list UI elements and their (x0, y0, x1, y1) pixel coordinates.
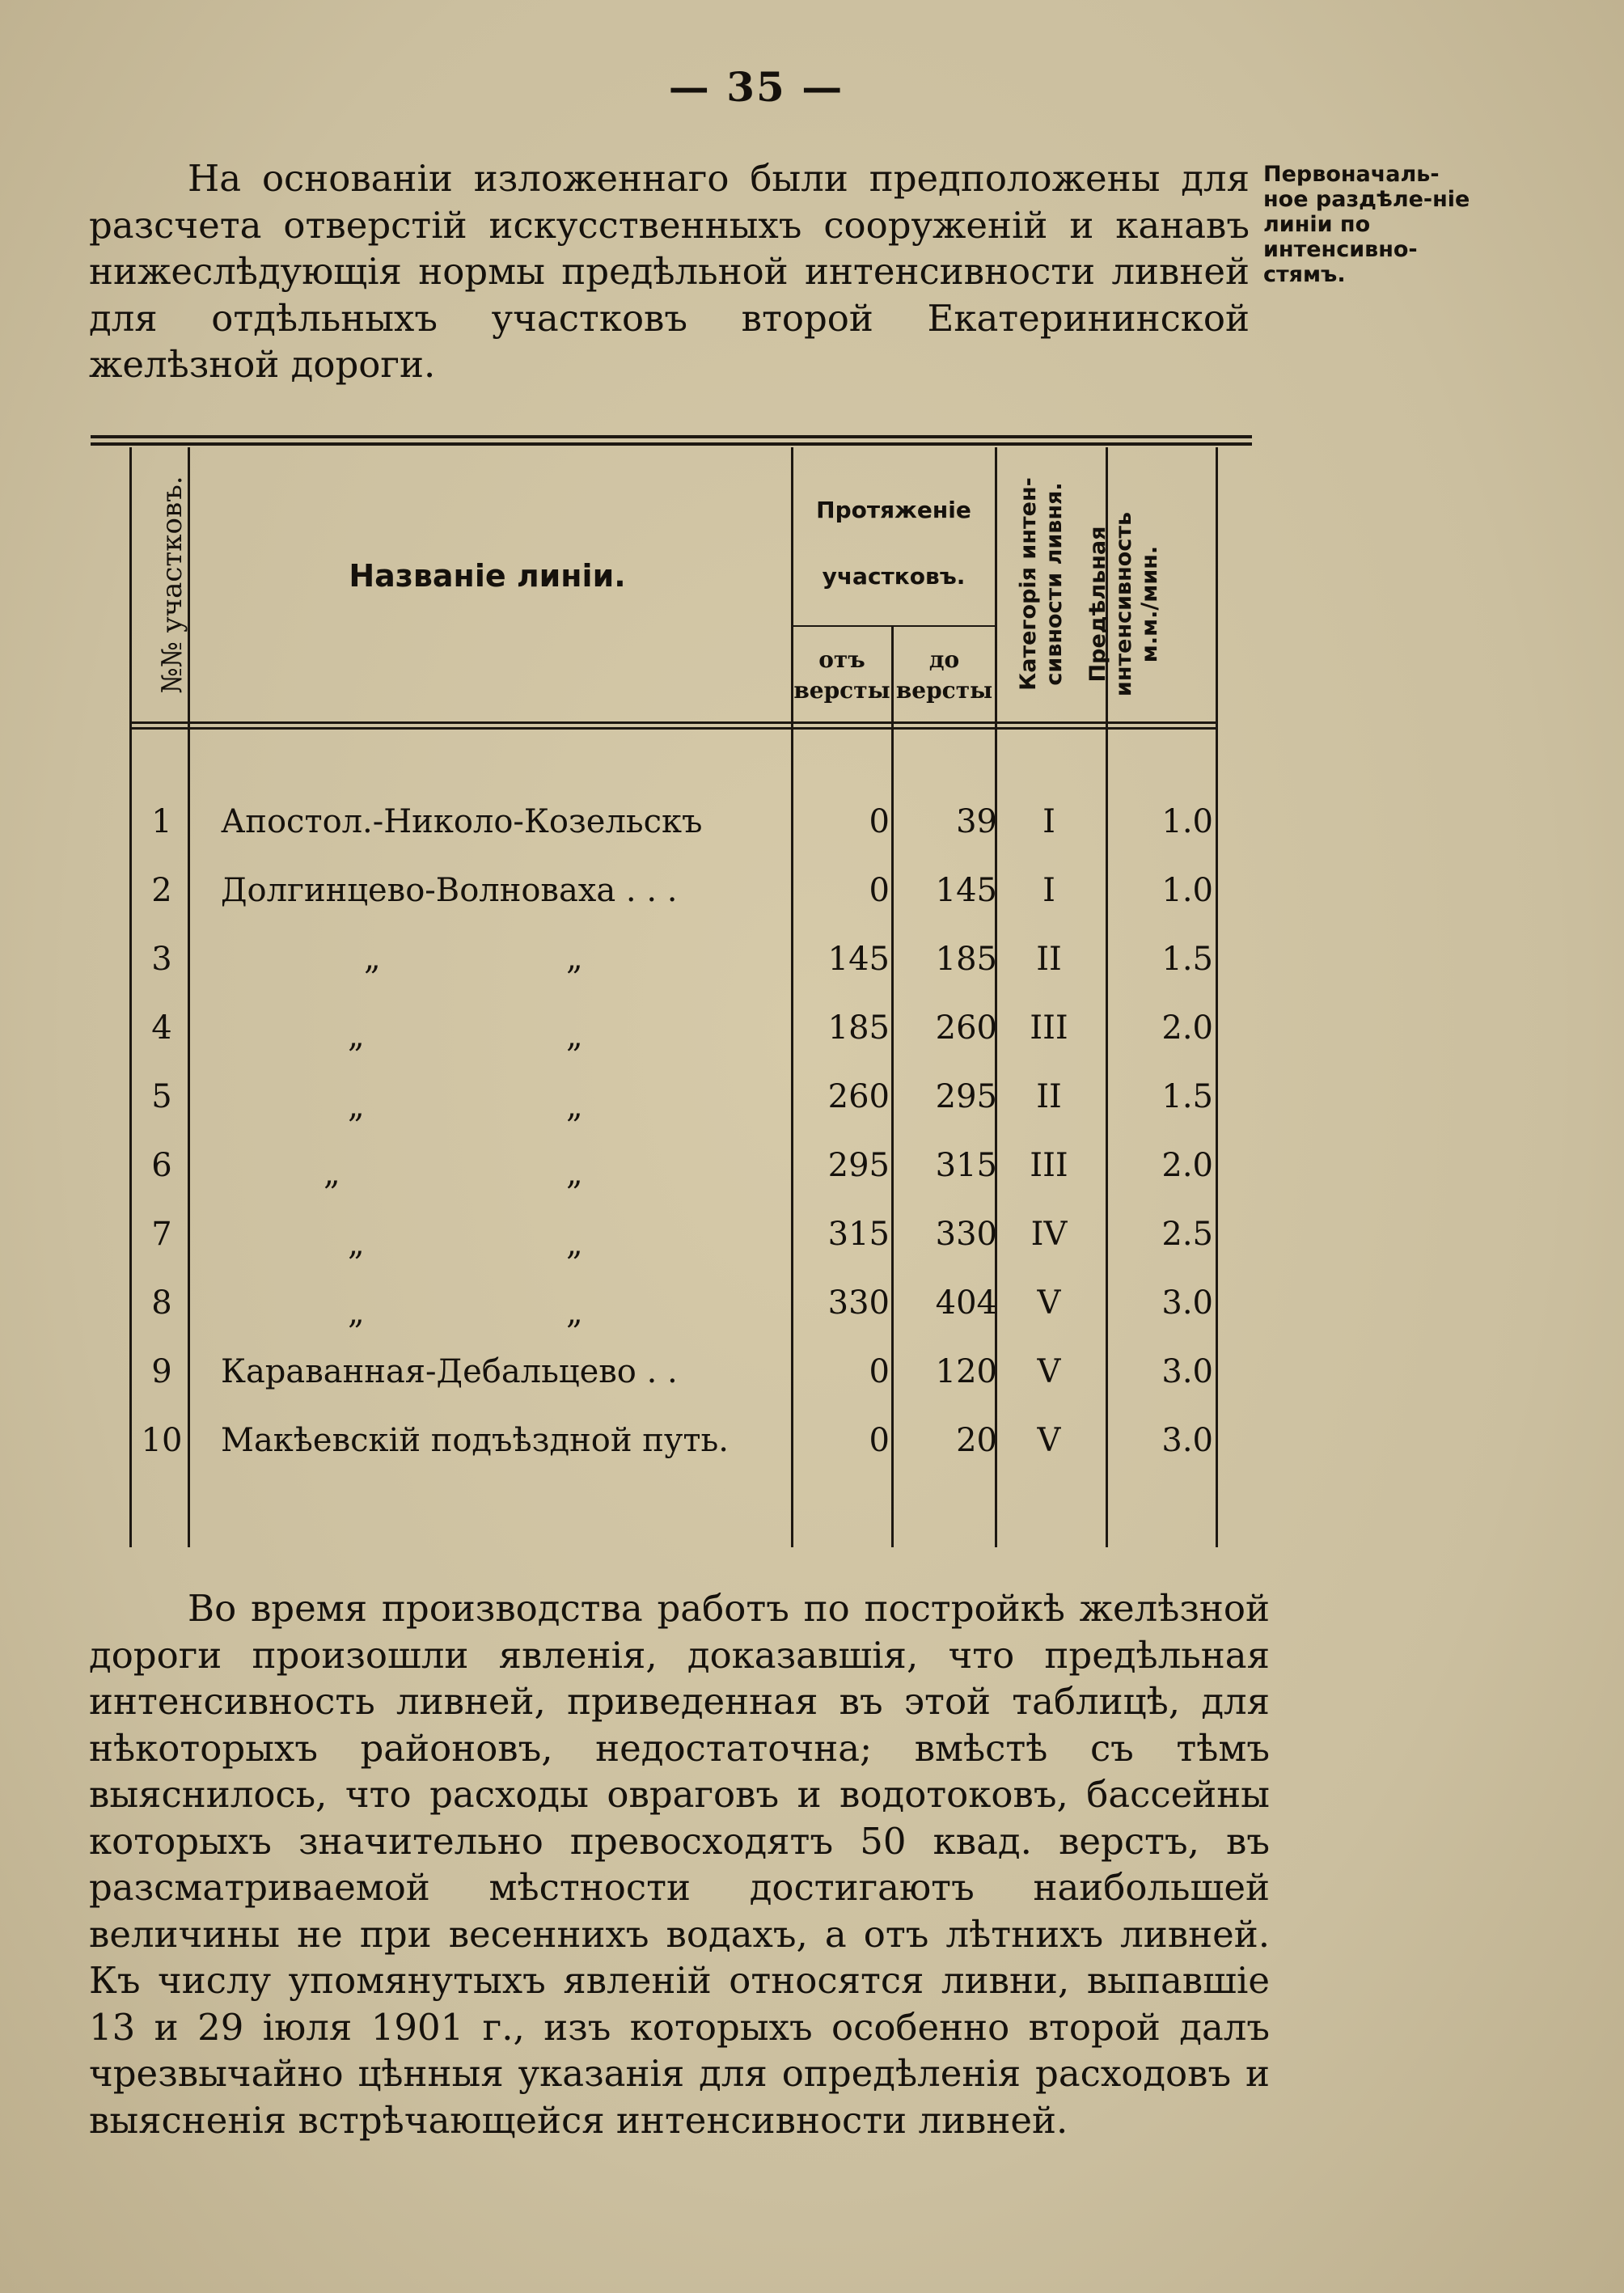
row-category: II (1036, 1078, 1062, 1115)
header-category-line2: сивности ливня. (1042, 482, 1067, 686)
header-name: Названіе линіи. (349, 558, 626, 594)
row-from-verst: 330 (827, 1284, 890, 1322)
ditto-mark: „ (566, 1155, 583, 1192)
header-category (1016, 463, 1072, 705)
length-split-rule (793, 625, 995, 627)
ditto-mark: „ (566, 1294, 583, 1331)
row-from-verst: 185 (827, 1009, 890, 1047)
row-to-verst: 315 (935, 1147, 997, 1184)
row-line-name: Долгинцево-Волноваха . . . (221, 872, 678, 909)
col-line-right (1216, 447, 1218, 1547)
ditto-mark: „ (348, 1017, 365, 1055)
row-to-verst: 20 (956, 1422, 997, 1459)
header-to-line2: версты (895, 677, 993, 704)
row-category: I (1042, 803, 1055, 840)
row-to-verst: 39 (956, 803, 997, 840)
row-intensity: 1.0 (1161, 872, 1213, 909)
margin-note: Первоначаль-ное раздѣле-ніе линіи по интенсивно-стямъ. (1263, 162, 1470, 287)
row-intensity: 3.0 (1161, 1353, 1213, 1390)
ditto-mark: „ (364, 940, 381, 977)
ditto-mark: „ (324, 1155, 340, 1192)
row-from-verst: 0 (869, 1422, 890, 1459)
row-intensity: 2.5 (1161, 1216, 1213, 1253)
row-from-verst: 260 (827, 1078, 890, 1115)
header-to-line1: до (928, 646, 960, 673)
header-intensity (1085, 483, 1166, 726)
col-line-left (129, 447, 132, 1547)
row-from-verst: 315 (827, 1216, 890, 1253)
ditto-mark: „ (566, 1225, 583, 1263)
ditto-mark: „ (566, 940, 583, 977)
ditto-mark: „ (566, 1088, 583, 1125)
table-top-rule-2 (91, 442, 1252, 446)
row-number: 5 (151, 1078, 172, 1115)
row-intensity: 1.5 (1161, 1078, 1213, 1115)
row-from-verst: 145 (827, 941, 890, 978)
row-intensity: 2.0 (1161, 1009, 1213, 1047)
row-number: 2 (151, 872, 172, 909)
header-number: №№ участковъ. (156, 476, 188, 694)
row-number: 9 (151, 1353, 172, 1390)
header-to (894, 645, 995, 706)
header-from (793, 645, 891, 706)
row-number: 10 (141, 1422, 183, 1459)
header-intensity-line1: Предѣльная (1085, 526, 1110, 683)
row-category: III (1030, 1009, 1068, 1047)
ditto-mark: „ (566, 1017, 583, 1055)
row-intensity: 1.0 (1161, 803, 1213, 840)
row-to-verst: 145 (935, 872, 997, 909)
table-top-rule-1 (91, 435, 1252, 438)
row-category: II (1036, 941, 1062, 978)
body-paragraph: Во время производства работъ по постройкѣ желѣзной дороги произошли явленія, доказавшія, что предѣльная интенсивность ливней, приведенная въ этой таблицѣ, для нѣкоторыхъ районовъ, недостаточна; вмѣстѣ съ тѣмъ выяснилось, что расходы овраговъ и водотоковъ, бассейны которыхъ значительно превосходятъ 50 квад. верстъ, въ разсматриваемой мѣстности достигаютъ наибольшей величины не при весеннихъ водахъ, а отъ лѣтнихъ ливней. Къ числу упомянутыхъ явленій относятся ливни, выпавшіе 13 и 29 іюля 1901 г., изъ которыхъ особенно второй далъ чрезвычайно цѣнныя указанія для опредѣленія расходовъ и выясненія встрѣчающейся интенсивности ливней. (89, 1587, 1270, 2142)
row-number: 7 (151, 1216, 172, 1253)
row-to-verst: 330 (935, 1216, 997, 1253)
header-intensity-line2: интенсивность (1111, 511, 1136, 697)
row-intensity: 3.0 (1161, 1284, 1213, 1322)
header-bottom-rule-1 (129, 721, 1217, 724)
row-to-verst: 404 (935, 1284, 997, 1322)
header-length-line1: Протяженіе (816, 497, 971, 523)
row-number: 4 (151, 1009, 172, 1047)
row-number: 6 (151, 1147, 172, 1184)
ditto-mark: „ (348, 1225, 365, 1263)
row-number: 3 (151, 941, 172, 978)
header-from-line1: отъ (818, 646, 865, 673)
row-category: I (1042, 872, 1055, 909)
ditto-mark: „ (348, 1294, 365, 1331)
row-from-verst: 295 (827, 1147, 890, 1184)
row-intensity: 2.0 (1161, 1147, 1213, 1184)
row-to-verst: 185 (935, 941, 997, 978)
row-line-name: Апостол.-Николо-Козельскъ (221, 803, 703, 840)
row-intensity: 3.0 (1161, 1422, 1213, 1459)
header-length-line2: участковъ. (822, 563, 966, 590)
row-line-name: Макѣевскій подъѣздной путь. (221, 1422, 730, 1459)
header-intensity-line3: м.м./мин. (1137, 545, 1162, 663)
row-from-verst: 0 (869, 803, 890, 840)
header-from-line2: версты (793, 677, 890, 704)
page-number: — 35 — (668, 63, 844, 111)
row-to-verst: 120 (935, 1353, 997, 1390)
row-intensity: 1.5 (1161, 941, 1213, 978)
row-number: 1 (151, 803, 172, 840)
row-from-verst: 0 (869, 872, 890, 909)
row-category: IV (1030, 1216, 1068, 1253)
row-number: 8 (151, 1284, 172, 1322)
ditto-mark: „ (348, 1088, 365, 1125)
row-category: III (1030, 1147, 1068, 1184)
intro-paragraph: На основаніи изложеннаго были предположены для разсчета отверстій искусственныхъ сооруженій и канавъ нижеслѣдующія нормы предѣльной интенсивности ливней для отдѣльныхъ участковъ второй Екатерининской желѣзной дороги. (89, 157, 1250, 386)
row-to-verst: 295 (935, 1078, 997, 1115)
row-category: V (1037, 1422, 1061, 1459)
row-category: V (1037, 1353, 1061, 1390)
header-length (793, 477, 995, 610)
header-category-line1: Категорія интен- (1016, 477, 1041, 691)
row-to-verst: 260 (935, 1009, 997, 1047)
header-bottom-rule-2 (129, 727, 1217, 730)
row-line-name: Караванная-Дебальцево . . (221, 1353, 678, 1390)
row-category: V (1037, 1284, 1061, 1322)
row-from-verst: 0 (869, 1353, 890, 1390)
